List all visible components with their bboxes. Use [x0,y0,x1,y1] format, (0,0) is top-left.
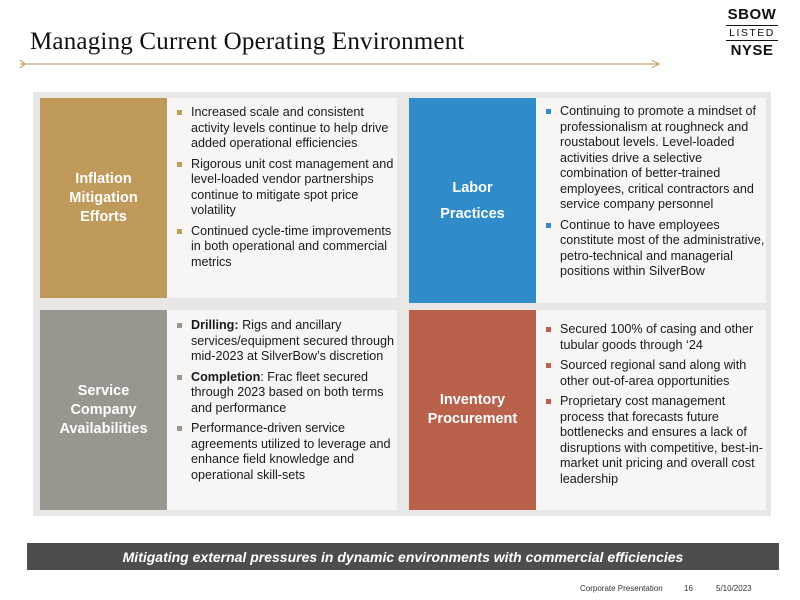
list-item: Continuing to promote a mindset of professionalism at roughneck and roustabout levels. Level-loaded activities drive a selective combination of better-trained employees, critical contractors and service company personnel [544,104,766,213]
inventory-tile-label: Inventory Procurement [427,392,518,427]
list-item: Completion: Frac fleet secured through 2023 based on both terms and performance [175,370,397,417]
list-item: Drilling: Rigs and ancillary services/equipment secured through mid-2023 at SilverBow’s discretion [175,318,397,365]
list-item: Performance-driven service agreements utilized to leverage and enhance field knowledge and operational skill-sets [175,421,397,483]
summary-banner: Mitigating external pressures in dynamic environments with commercial efficiencies [27,543,779,570]
list-item: Proprietary cost management process that forecasts future bottlenecks and ensures a lack of disruptions with competitive, best-in-market unit pricing and overall cost leadership [544,394,766,487]
logo-exchange: NYSE [730,42,774,59]
page-title: Managing Current Operating Environment [30,28,465,55]
list-item: Continue to have employees constitute most of the administrative, petro-technical and managerial positions within SilverBow [544,218,766,280]
list-item: Secured 100% of casing and other tubular goods through ‘24 [544,322,766,353]
list-item: Increased scale and consistent activity levels continue to help drive added operational efficiencies [175,105,397,152]
footer-page-number: 16 [684,584,693,593]
footer-date: 5/10/2023 [716,584,752,593]
labor-panel [536,98,766,303]
list-item: Rigorous unit cost management and level-loaded vendor partnerships continue to mitigate spot price volatility [175,157,397,219]
inflation-panel [167,98,397,298]
inventory-panel [536,310,766,510]
service-tile [40,310,167,510]
labor-tile-label: Labor Practices [440,179,505,222]
list-item: Continued cycle-time improvements in both operational and commercial metrics [175,224,397,271]
service-panel [167,310,397,510]
inventory-bullet-list [544,322,766,487]
inventory-tile [409,310,536,510]
inflation-tile [40,98,167,298]
logo [722,6,782,59]
inflation-bullet-list [175,105,397,270]
list-item: Sourced regional sand along with other out-of-area opportunities [544,358,766,389]
labor-tile [409,98,536,303]
logo-ticker: SBOW [727,6,777,23]
service-tile-label: Service Company Availabilities [59,382,148,437]
inflation-tile-label: Inflation Mitigation Efforts [69,170,138,225]
logo-listed: LISTED [726,25,778,41]
footer-label: Corporate Presentation [580,584,663,593]
title-underline [20,58,665,70]
labor-bullet-list [544,104,766,280]
service-bullet-list [175,318,397,483]
